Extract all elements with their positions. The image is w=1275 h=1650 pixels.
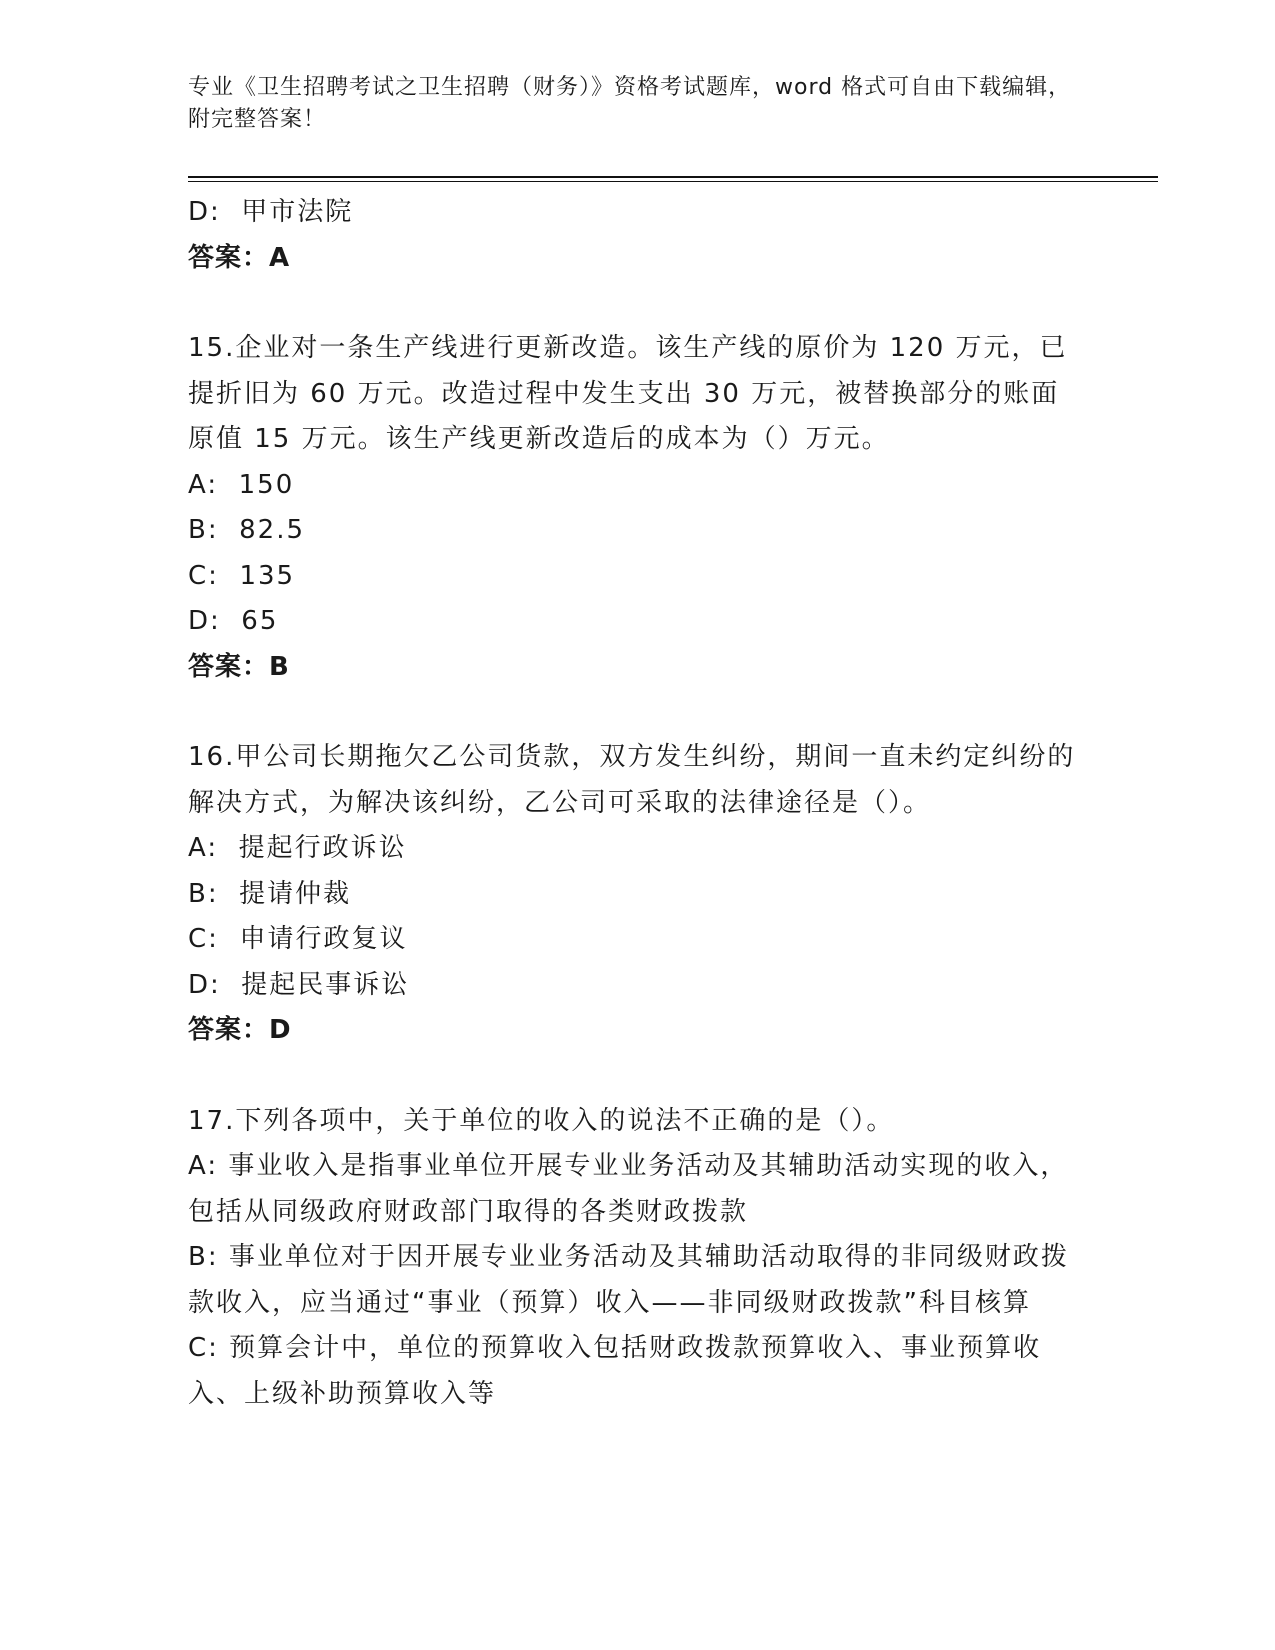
spacer bbox=[188, 690, 1078, 735]
question-16-option-a: A: 提起行政诉讼 bbox=[188, 833, 407, 863]
question-17 bbox=[188, 1099, 1078, 1418]
question-15-answer: 答案：B bbox=[188, 651, 290, 682]
question-15-option-c: C: 135 bbox=[188, 560, 296, 591]
question-16-option-b: B: 提请仲裁 bbox=[188, 878, 352, 909]
question-17-text: 17.下列各项中，关于单位的收入的说法不正确的是（）。 bbox=[188, 1105, 895, 1136]
question-16 bbox=[188, 735, 1078, 1054]
question-17-option-b: B: 事业单位对于因开展专业业务活动及其辅助活动取得的非同级财政拨款收入，应当通过“事业（预算）收入——非同级财政拨款”科目核算 bbox=[188, 1242, 1069, 1318]
prev-option-d: D: 甲市法院 bbox=[188, 197, 354, 227]
question-15-option-b: B: 82.5 bbox=[188, 515, 306, 545]
question-15 bbox=[188, 326, 1078, 690]
prev-answer: 答案：A bbox=[188, 242, 291, 273]
spacer bbox=[188, 1054, 1078, 1099]
question-16-option-c: C: 申请行政复议 bbox=[188, 924, 408, 954]
document-header: 专业《卫生招聘考试之卫生招聘（财务）》资格考试题库，word 格式可自由下载编辑，附完整答案！ bbox=[188, 75, 1072, 132]
question-15-option-a: A: 150 bbox=[188, 469, 295, 500]
question-17-option-c: C: 预算会计中，单位的预算收入包括财政拨款预算收入、事业预算收入、上级补助预算收入等 bbox=[188, 1333, 1042, 1409]
question-16-text: 16.甲公司长期拖欠乙公司货款，双方发生纠纷，期间一直未约定纠纷的解决方式，为解决该纠纷，乙公司可采取的法律途径是（）。 bbox=[188, 742, 1076, 818]
question-list bbox=[188, 190, 1078, 1417]
header-divider bbox=[188, 176, 1158, 182]
question-17-option-a: A: 事业收入是指事业单位开展专业业务活动及其辅助活动实现的收入，包括从同级政府财政部门取得的各类财政拨款 bbox=[188, 1151, 1069, 1227]
question-16-option-d: D: 提起民事诉讼 bbox=[188, 969, 410, 1000]
spacer bbox=[188, 281, 1078, 326]
question-16-answer: 答案：D bbox=[188, 1015, 292, 1045]
question-15-option-d: D: 65 bbox=[188, 606, 279, 636]
question-15-text: 15.企业对一条生产线进行更新改造。该生产线的原价为 120 万元，已提折旧为 60 万元。改造过程中发生支出 30 万元，被替换部分的账面原值 15 万元。该生产线更新改造后的成本为（）万元。 bbox=[188, 333, 1068, 454]
